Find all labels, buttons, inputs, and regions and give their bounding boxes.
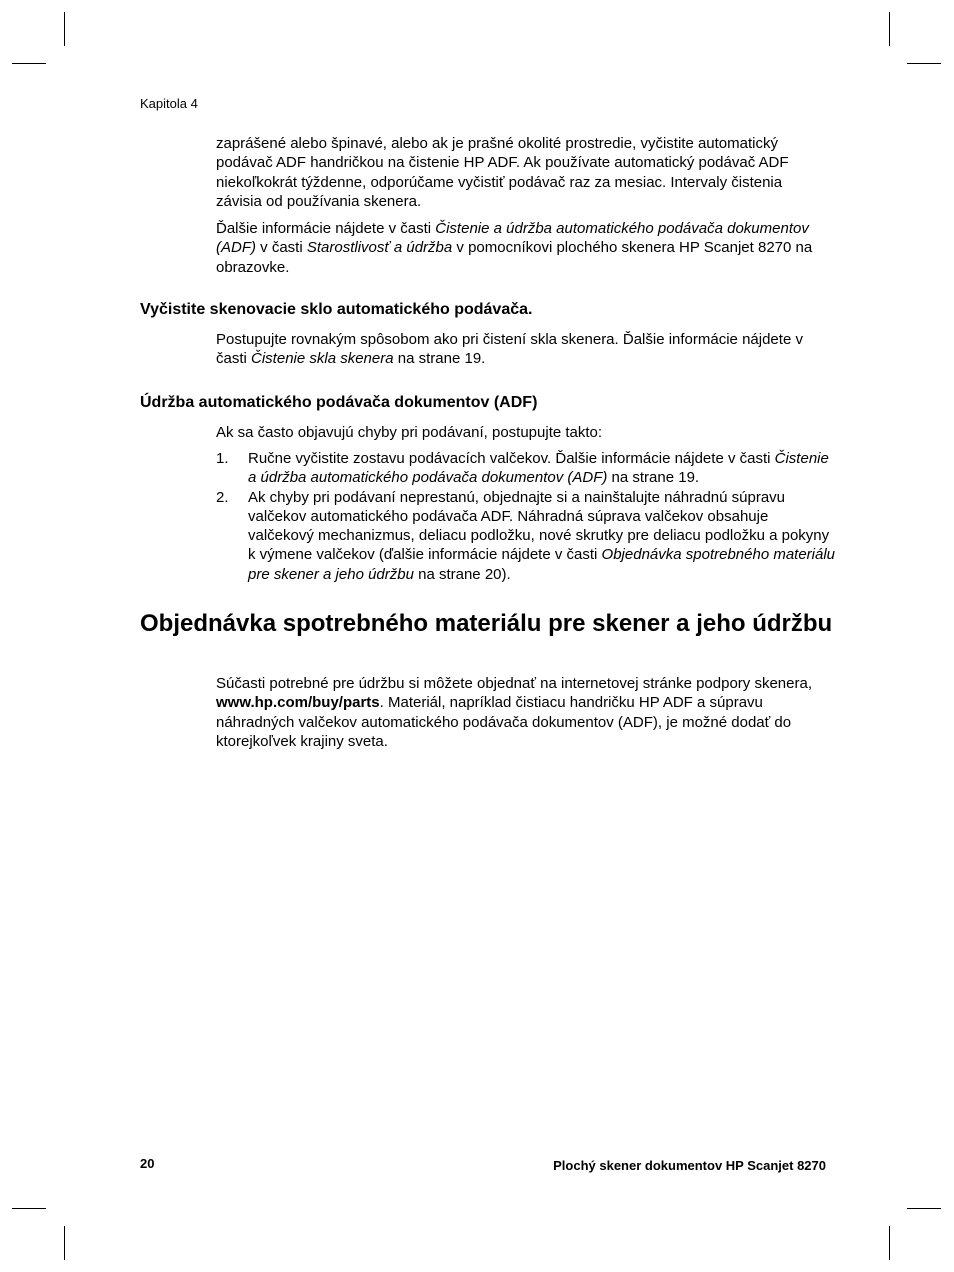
paragraph-ordering [216, 674, 828, 751]
section-heading-glass: Vyčistite skenovacie sklo automatického podávača. [140, 301, 533, 318]
crop-mark [12, 1208, 46, 1209]
crop-mark [907, 1208, 941, 1209]
list-item [216, 449, 836, 488]
reference-title: Čistenie a údržba automatického podávača dokumentov (ADF) [248, 450, 829, 487]
text-run: na strane 20). [413, 565, 511, 583]
text-run: v časti [256, 239, 307, 257]
crop-mark [64, 1226, 65, 1260]
text-run: v pomocníkovi plochého skenera HP Scanjet 8270 na obrazovke. [216, 239, 813, 276]
crop-mark [889, 12, 890, 46]
text-run: Ak chyby pri podávaní neprestanú, objednajte si a nainštalujte náhradnú súpravu valčekov automatického podávača ADF. Náhradná súprava valčekov obsahuje valčekový mechanizmus, deliacu podložku, nové skrutky pre deliacu podložku a pokyny k výmene valčekov (ďalšie informácie nájdete v časti [248, 488, 830, 564]
text-run: Ručne vyčistite zostavu podávacích valčekov. Ďalšie informácie nájdete v časti [248, 450, 775, 467]
list-number: 2. [216, 488, 229, 506]
section-heading-adf-maintenance: Údržba automatického podávača dokumentov (ADF) [140, 394, 538, 411]
list-number: 1. [216, 450, 229, 467]
crop-mark [12, 63, 46, 64]
paragraph-adf-cleaning: zaprášené alebo špinavé, alebo ak je prašné okolité prostredie, vyčistite automatický podávač ADF handričkou na čistenie HP ADF. Ak používate automatický podávač ADF niekoľkokrát týždenne, odporúčame vyčistiť podávač raz za mesiac. Intervaly čistenia závisia od používania skenera. [216, 135, 789, 210]
crop-mark [907, 63, 941, 64]
chapter-label: Kapitola 4 [140, 96, 198, 111]
text-run: na strane 19. [393, 350, 486, 368]
text-run: Ďalšie informácie nájdete v časti [216, 220, 436, 237]
parts-url: www.hp.com/buy/parts [216, 694, 380, 712]
section-heading-ordering: Objednávka spotrebného materiálu pre skener a jeho údržbu [140, 610, 833, 637]
text-run: . Materiál, napríklad čistiacu handričku HP ADF a súpravu náhradných valčekov automatického podávača dokumentov (ADF), je možné dodať do ktorejkoľvek krajiny sveta. [216, 694, 792, 750]
text-run: Postupujte rovnakým spôsobom ako pri čistení skla skenera. Ďalšie informácie nájdete v časti [216, 331, 803, 368]
text-run: Súčasti potrebné pre údržbu si môžete objednať na internetovej stránke podpory skenera, [216, 675, 812, 692]
reference-title: Čistenie a údržba automatického podávača dokumentov (ADF) [216, 220, 809, 257]
reference-title: Objednávka spotrebného materiálu pre skener a jeho údržbu [248, 546, 836, 583]
crop-mark [64, 12, 65, 46]
paragraph-glass-cleaning [216, 330, 828, 369]
text-run: na strane 19. [607, 469, 700, 487]
page-number: 20 [140, 1156, 155, 1171]
crop-mark [889, 1226, 890, 1260]
list-item [216, 488, 836, 584]
reference-section: Starostlivosť a údržba [306, 239, 453, 257]
steps-list [216, 449, 836, 584]
paragraph-intro: Ak sa často objavujú chyby pri podávaní, postupujte takto: [216, 424, 603, 441]
footer-product-name: Plochý skener dokumentov HP Scanjet 8270 [553, 1158, 826, 1173]
paragraph-more-info [216, 219, 828, 277]
reference-title: Čistenie skla skenera [251, 350, 394, 368]
